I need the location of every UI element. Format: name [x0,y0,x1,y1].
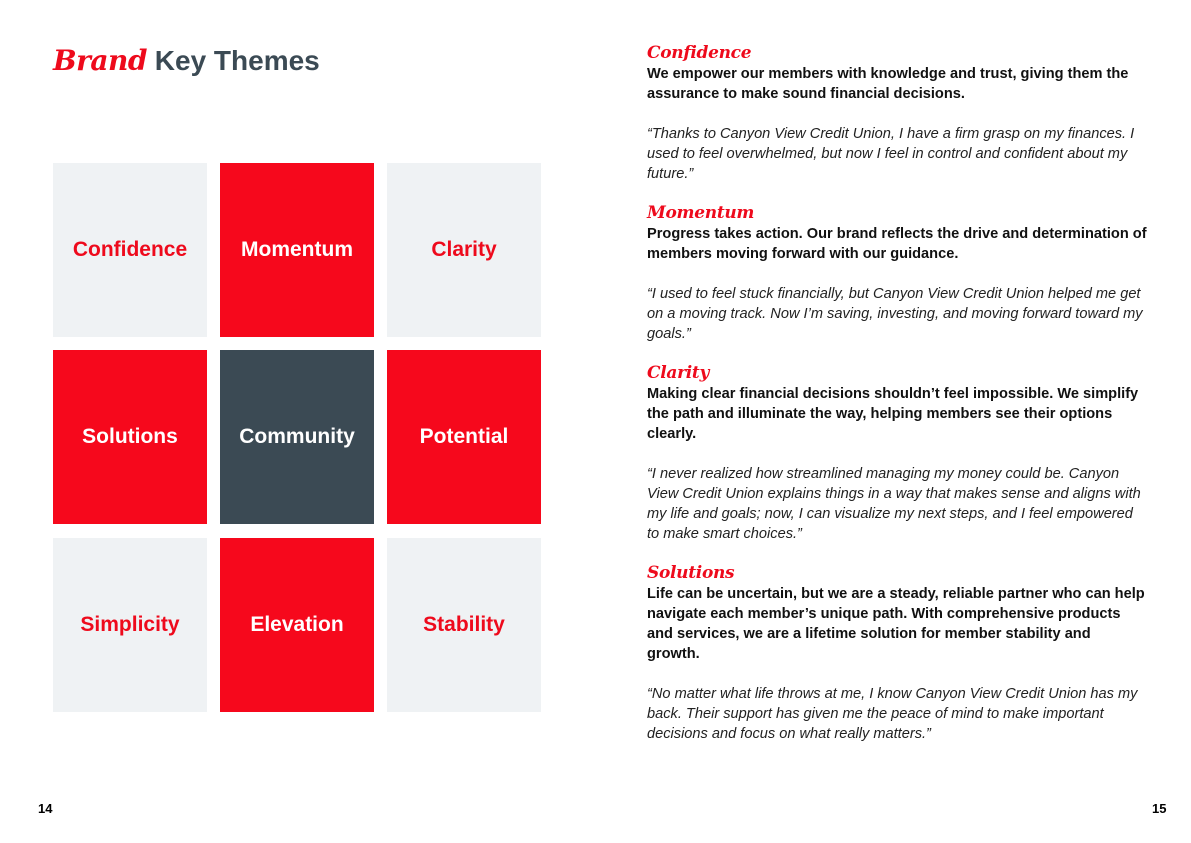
tile-elevation: Elevation [220,538,374,712]
section-heading: Clarity [647,363,710,383]
section-body: Progress takes action. Our brand reflects the drive and determination of members moving forward with our guidance. [647,226,1147,262]
tile-confidence: Confidence [53,163,207,337]
page-title [53,44,320,77]
section-quote: “I used to feel stuck financially, but Canyon View Credit Union helped me get on a moving track. Now I’m saving, investing, and moving forward toward my goals.” [647,286,1143,342]
tile-clarity: Clarity [387,163,541,337]
section-body: We empower our members with knowledge and trust, giving them the assurance to make sound financial decisions. [647,66,1129,102]
section-heading: Confidence [647,43,752,63]
title-accent: Brand [53,44,147,77]
section-quote: “I never realized how streamlined managing my money could be. Canyon View Credit Union explains things in a way that makes sense and aligns with my life and goals; now, I can visualize my next steps, and I feel empowered to make smart choices.” [647,466,1141,542]
tile-solutions: Solutions [53,350,207,524]
section-confidence [647,42,1147,184]
page-number-right: 15 [1152,801,1167,816]
section-quote: “No matter what life throws at me, I know Canyon View Credit Union has my back. Their support has given me the peace of mind to make important decisions and focus on what really matters.” [647,686,1138,742]
section-body: Life can be uncertain, but we are a steady, reliable partner who can help navigate each member’s unique path. With comprehensive products and services, we are a lifetime solution for member stability and growth. [647,586,1145,662]
section-clarity [647,362,1147,544]
tile-stability: Stability [387,538,541,712]
section-heading: Solutions [647,563,735,583]
section-body: Making clear financial decisions shouldn’t feel impossible. We simplify the path and illuminate the way, helping members see their options clearly. [647,386,1139,442]
tile-potential: Potential [387,350,541,524]
key-themes-grid [53,163,541,712]
tile-momentum: Momentum [220,163,374,337]
section-quote: “Thanks to Canyon View Credit Union, I have a firm grasp on my finances. I used to feel overwhelmed, but now I feel in control and confident about my future.” [647,126,1135,182]
page-number-left: 14 [38,801,53,816]
tile-community: Community [220,350,374,524]
tile-simplicity: Simplicity [53,538,207,712]
section-solutions [647,562,1147,744]
themes-descriptions [647,42,1147,744]
section-momentum [647,202,1147,344]
title-rest: Key Themes [154,45,320,76]
section-heading: Momentum [647,203,755,223]
